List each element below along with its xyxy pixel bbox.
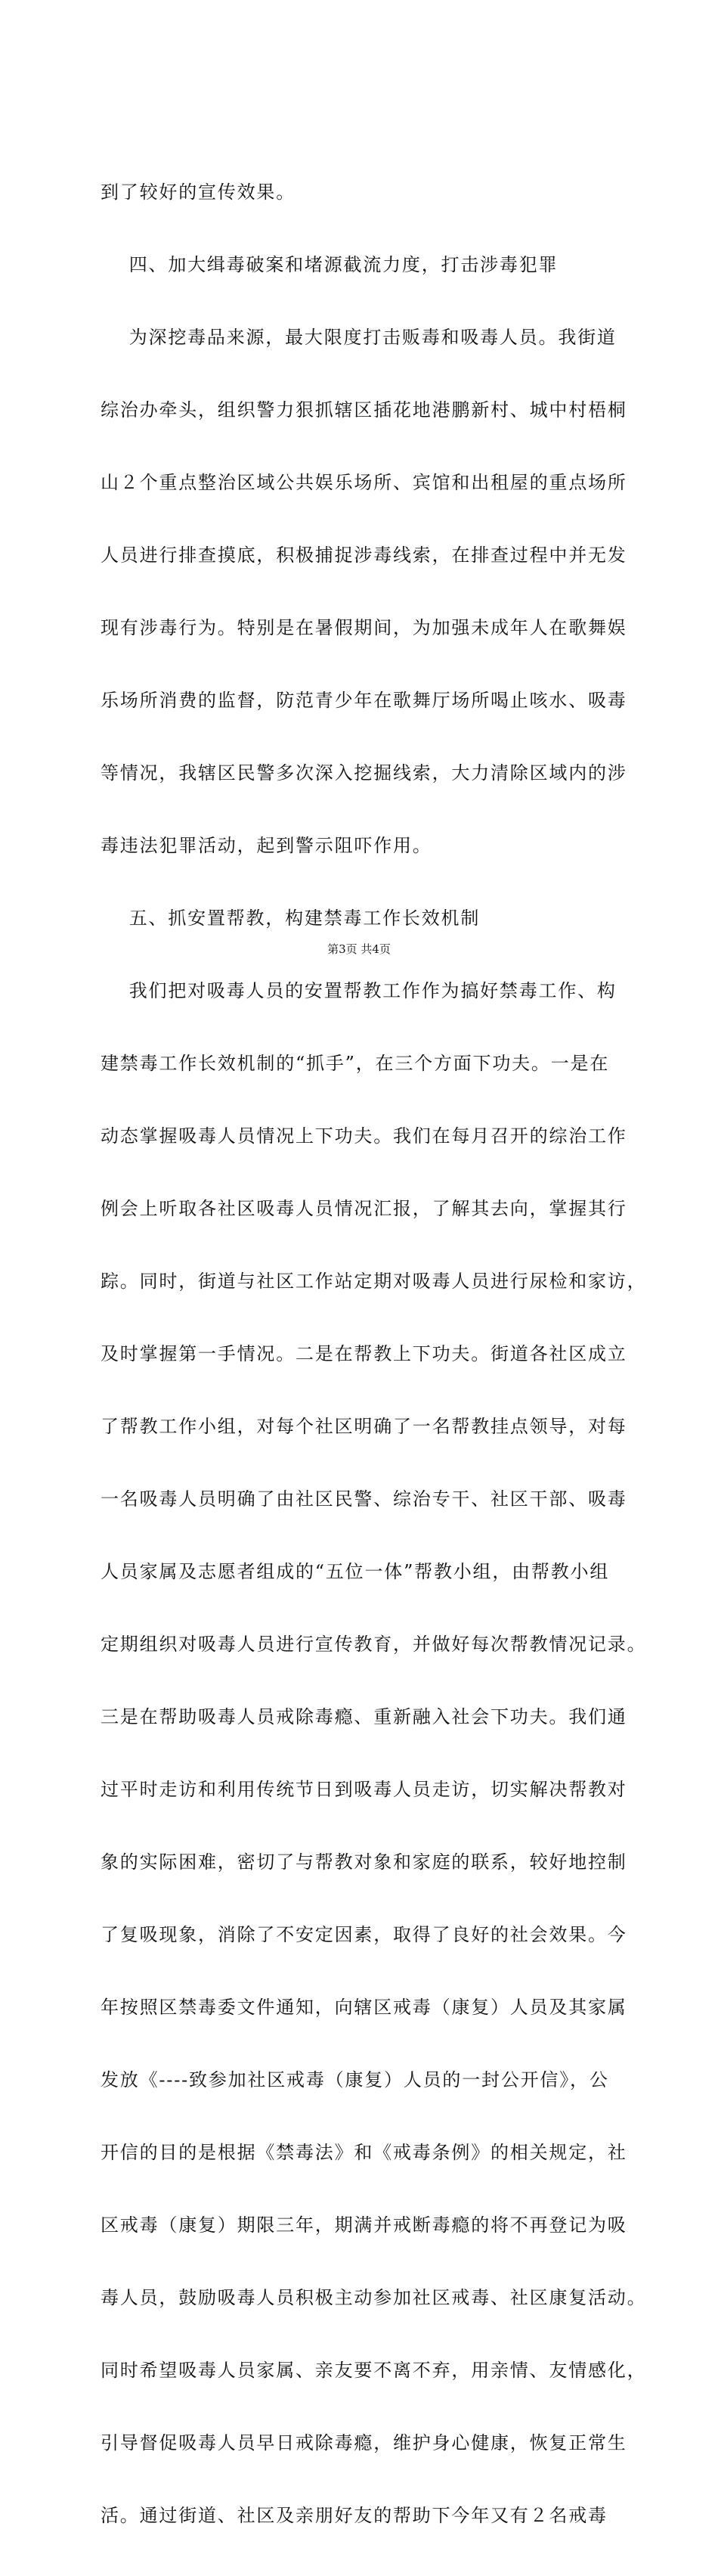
body-text bbox=[101, 132, 647, 2576]
text-line: 年按照区禁毒委文件通知，向辖区戒毒（康复）人员及其家属 bbox=[101, 1997, 627, 2018]
text-line: 象的实际困难，密切了与帮教对象和家庭的联系，较好地控制 bbox=[101, 1851, 627, 1873]
text-line: 建禁毒工作长效机制的“抓手”，在三个方面下功夫。一是在 bbox=[101, 1053, 610, 1074]
section-heading: 四、加大缉毒破案和堵源截流力度，打击涉毒犯罪 bbox=[101, 254, 559, 275]
text-line: 我们把对吸毒人员的安置帮教工作作为搞好禁毒工作、构 bbox=[101, 980, 617, 1001]
text-line: 了帮教工作小组，对每个社区明确了一名帮教挂点领导，对每 bbox=[101, 1416, 627, 1437]
text-line: 三是在帮助吸毒人员戒除毒瘾、重新融入社会下功夫。我们通 bbox=[101, 1706, 627, 1727]
text-line: 乐场所消费的监督，防范青少年在歌舞厅场所喝止咳水、吸毒 bbox=[101, 690, 627, 711]
text-line: 同时希望吸毒人员家属、亲友要不离不弃，用亲情、友情感化， bbox=[101, 2360, 647, 2381]
text-line: 毒人员，鼓励吸毒人员积极主动参加社区戒毒、社区康复活动。 bbox=[101, 2287, 647, 2308]
text-line: 了复吸现象，消除了不安定因素，取得了良好的社会效果。今 bbox=[101, 1924, 627, 1945]
text-line: 一名吸毒人员明确了由社区民警、综治专干、社区干部、吸毒 bbox=[101, 1488, 627, 1510]
text-line: 踪。同时，街道与社区工作站定期对吸毒人员进行尿检和家访， bbox=[101, 1271, 647, 1292]
text-line: 过平时走访和利用传统节日到吸毒人员走访，切实解决帮教对 bbox=[101, 1779, 627, 1800]
text-line: 等情况，我辖区民警多次深入挖掘线索，大力清除区域内的涉 bbox=[101, 762, 627, 784]
text-line: 人员家属及志愿者组成的“五位一体”帮教小组，由帮教小组 bbox=[101, 1561, 610, 1582]
text-line: 引导督促吸毒人员早日戒除毒瘾，维护身心健康，恢复正常生 bbox=[101, 2432, 627, 2453]
text-line: 现有涉毒行为。特别是在暑假期间，为加强未成年人在歌舞娱 bbox=[101, 617, 627, 638]
page-number-footer: 第3页 共4页 bbox=[327, 942, 391, 956]
text-line: 活。通过街道、社区及亲朋好友的帮助下今年又有２名戒毒 bbox=[101, 2505, 608, 2526]
text-line: 开信的目的是根据《禁毒法》和《戒毒条例》的相关规定，社 bbox=[101, 2142, 627, 2163]
text-line: 为深挖毒品来源，最大限度打击贩毒和吸毒人员。我街道 bbox=[101, 327, 617, 348]
text-line: 区戒毒（康复）期限三年，期满并戒断毒瘾的将不再登记为吸 bbox=[101, 2214, 627, 2236]
text-line: 综治办牵头，组织警力狠抓辖区插花地港鹏新村、城中村梧桐 bbox=[101, 399, 627, 421]
text-line: 到了较好的宣传效果。 bbox=[101, 182, 296, 203]
section-heading: 五、抓安置帮教，构建禁毒工作长效机制 bbox=[101, 908, 481, 929]
text-line: 毒违法犯罪活动，起到警示阻吓作用。 bbox=[101, 835, 432, 856]
text-line: 例会上听取各社区吸毒人员情况汇报，了解其去向，掌握其行 bbox=[101, 1198, 627, 1219]
text-line: 动态掌握吸毒人员情况上下功夫。我们在每月召开的综治工作 bbox=[101, 1125, 627, 1147]
text-line: 山２个重点整治区域公共娱乐场所、宾馆和出租屋的重点场所 bbox=[101, 472, 627, 493]
text-line: 定期组织对吸毒人员进行宣传教育，并做好每次帮教情况记录。 bbox=[101, 1634, 647, 1655]
text-line: 及时掌握第一手情况。二是在帮教上下功夫。街道各社区成立 bbox=[101, 1343, 627, 1364]
text-line: 人员进行排查摸底，积极捕捉涉毒线索，在排查过程中并无发 bbox=[101, 545, 627, 566]
text-line: 发放《----致参加社区戒毒（康复）人员的一封公开信》，公 bbox=[101, 2069, 609, 2090]
